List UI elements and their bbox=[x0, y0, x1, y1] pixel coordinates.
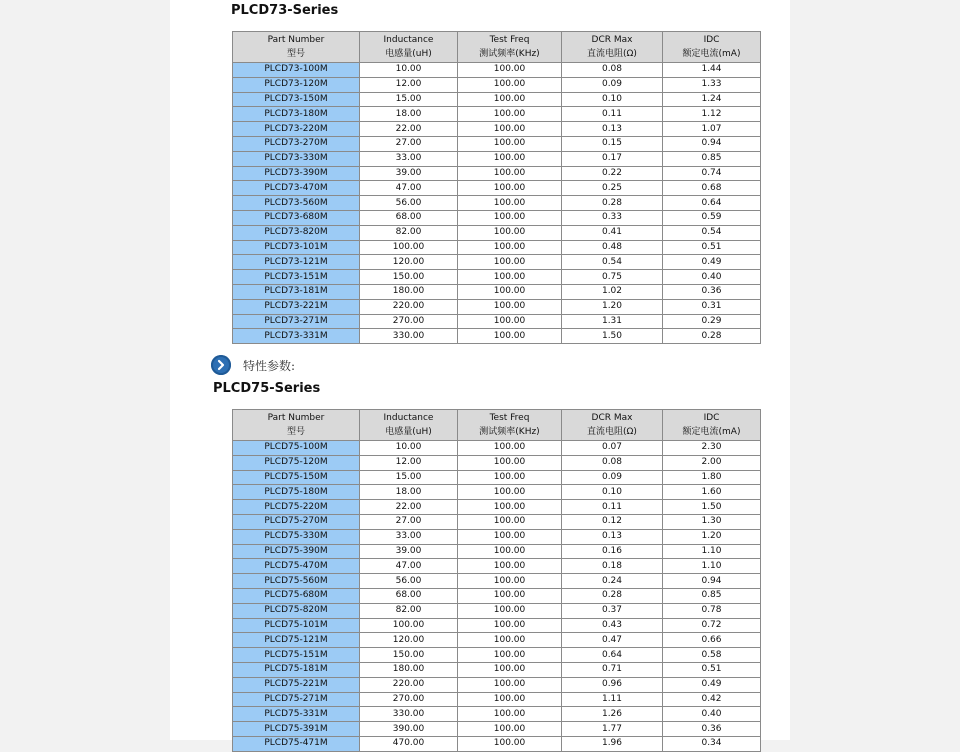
table-row bbox=[233, 255, 761, 270]
inductance-cell: 220.00 bbox=[360, 677, 458, 692]
dcr-max-cell: 0.75 bbox=[562, 270, 663, 285]
table-row bbox=[233, 603, 761, 618]
part-number-cell: PLCD73-270M bbox=[233, 136, 360, 151]
table-row bbox=[233, 210, 761, 225]
part-number-cell: PLCD73-331M bbox=[233, 329, 360, 344]
inductance-cell: 270.00 bbox=[360, 692, 458, 707]
test-freq-cell: 100.00 bbox=[458, 692, 562, 707]
dcr-max-cell: 0.22 bbox=[562, 166, 663, 181]
idc-cell: 0.49 bbox=[663, 677, 761, 692]
idc-cell: 0.36 bbox=[663, 284, 761, 299]
idc-cell: 1.30 bbox=[663, 514, 761, 529]
table-row bbox=[233, 270, 761, 285]
idc-cell: 1.10 bbox=[663, 559, 761, 574]
table-row bbox=[233, 707, 761, 722]
part-number-cell: PLCD73-470M bbox=[233, 181, 360, 196]
idc-cell: 0.51 bbox=[663, 662, 761, 677]
part-number-cell: PLCD75-220M bbox=[233, 500, 360, 515]
test-freq-cell: 100.00 bbox=[458, 107, 562, 122]
inductance-cell: 220.00 bbox=[360, 299, 458, 314]
dcr-max-cell: 1.77 bbox=[562, 722, 663, 737]
table-row bbox=[233, 166, 761, 181]
part-number-cell: PLCD73-181M bbox=[233, 284, 360, 299]
inductance-cell: 68.00 bbox=[360, 210, 458, 225]
dcr-max-cell: 0.07 bbox=[562, 441, 663, 456]
dcr-max-cell: 0.10 bbox=[562, 92, 663, 107]
test-freq-cell: 100.00 bbox=[458, 196, 562, 211]
table-row bbox=[233, 514, 761, 529]
dcr-max-cell: 1.50 bbox=[562, 329, 663, 344]
table-row bbox=[233, 240, 761, 255]
table-row bbox=[233, 485, 761, 500]
idc-cell: 0.68 bbox=[663, 181, 761, 196]
header-idc: IDC 额定电流(mA) bbox=[663, 32, 761, 63]
test-freq-cell: 100.00 bbox=[458, 485, 562, 500]
idc-cell: 0.51 bbox=[663, 240, 761, 255]
test-freq-cell: 100.00 bbox=[458, 240, 562, 255]
idc-cell: 0.34 bbox=[663, 736, 761, 751]
idc-cell: 1.44 bbox=[663, 63, 761, 78]
inductance-cell: 270.00 bbox=[360, 314, 458, 329]
part-number-cell: PLCD73-150M bbox=[233, 92, 360, 107]
table-row bbox=[233, 470, 761, 485]
table-body bbox=[233, 441, 761, 752]
part-number-cell: PLCD73-271M bbox=[233, 314, 360, 329]
header-test-freq: Test Freq 测试频率(KHz) bbox=[458, 410, 562, 441]
inductance-cell: 10.00 bbox=[360, 441, 458, 456]
part-number-cell: PLCD75-181M bbox=[233, 662, 360, 677]
test-freq-cell: 100.00 bbox=[458, 122, 562, 137]
inductance-cell: 56.00 bbox=[360, 574, 458, 589]
table-row bbox=[233, 722, 761, 737]
test-freq-cell: 100.00 bbox=[458, 77, 562, 92]
dcr-max-cell: 0.47 bbox=[562, 633, 663, 648]
dcr-max-cell: 0.33 bbox=[562, 210, 663, 225]
table-row bbox=[233, 574, 761, 589]
inductance-cell: 39.00 bbox=[360, 544, 458, 559]
part-number-cell: PLCD73-680M bbox=[233, 210, 360, 225]
inductance-cell: 150.00 bbox=[360, 648, 458, 663]
inductance-cell: 82.00 bbox=[360, 225, 458, 240]
test-freq-cell: 100.00 bbox=[458, 588, 562, 603]
dcr-max-cell: 1.26 bbox=[562, 707, 663, 722]
part-number-cell: PLCD75-221M bbox=[233, 677, 360, 692]
idc-cell: 1.33 bbox=[663, 77, 761, 92]
inductance-cell: 390.00 bbox=[360, 722, 458, 737]
idc-cell: 0.54 bbox=[663, 225, 761, 240]
table-row bbox=[233, 181, 761, 196]
dcr-max-cell: 1.02 bbox=[562, 284, 663, 299]
idc-cell: 0.49 bbox=[663, 255, 761, 270]
idc-cell: 0.78 bbox=[663, 603, 761, 618]
idc-cell: 0.66 bbox=[663, 633, 761, 648]
table-row bbox=[233, 736, 761, 751]
test-freq-cell: 100.00 bbox=[458, 270, 562, 285]
inductance-cell: 39.00 bbox=[360, 166, 458, 181]
section-note bbox=[211, 354, 295, 376]
test-freq-cell: 100.00 bbox=[458, 314, 562, 329]
table-row bbox=[233, 107, 761, 122]
section-note-text: 特性参数: bbox=[243, 358, 296, 373]
test-freq-cell: 100.00 bbox=[458, 151, 562, 166]
inductance-cell: 330.00 bbox=[360, 707, 458, 722]
dcr-max-cell: 0.64 bbox=[562, 648, 663, 663]
dcr-max-cell: 0.54 bbox=[562, 255, 663, 270]
table-row bbox=[233, 633, 761, 648]
part-number-cell: PLCD73-820M bbox=[233, 225, 360, 240]
idc-cell: 0.85 bbox=[663, 588, 761, 603]
part-number-cell: PLCD73-101M bbox=[233, 240, 360, 255]
inductance-cell: 15.00 bbox=[360, 92, 458, 107]
table-row bbox=[233, 677, 761, 692]
dcr-max-cell: 0.10 bbox=[562, 485, 663, 500]
idc-cell: 2.00 bbox=[663, 455, 761, 470]
part-number-cell: PLCD75-270M bbox=[233, 514, 360, 529]
inductance-cell: 330.00 bbox=[360, 329, 458, 344]
idc-cell: 0.40 bbox=[663, 707, 761, 722]
test-freq-cell: 100.00 bbox=[458, 92, 562, 107]
test-freq-cell: 100.00 bbox=[458, 648, 562, 663]
dcr-max-cell: 0.16 bbox=[562, 544, 663, 559]
table-header-row bbox=[233, 32, 761, 63]
idc-cell: 1.60 bbox=[663, 485, 761, 500]
dcr-max-cell: 0.28 bbox=[562, 588, 663, 603]
part-number-cell: PLCD75-120M bbox=[233, 455, 360, 470]
part-number-cell: PLCD73-560M bbox=[233, 196, 360, 211]
header-idc: IDC 额定电流(mA) bbox=[663, 410, 761, 441]
part-number-cell: PLCD75-151M bbox=[233, 648, 360, 663]
part-number-cell: PLCD75-820M bbox=[233, 603, 360, 618]
dcr-max-cell: 0.12 bbox=[562, 514, 663, 529]
test-freq-cell: 100.00 bbox=[458, 284, 562, 299]
header-inductance: Inductance 电感量(uH) bbox=[360, 410, 458, 441]
idc-cell: 2.30 bbox=[663, 441, 761, 456]
dcr-max-cell: 0.28 bbox=[562, 196, 663, 211]
inductance-cell: 33.00 bbox=[360, 151, 458, 166]
part-number-cell: PLCD73-120M bbox=[233, 77, 360, 92]
part-number-cell: PLCD73-151M bbox=[233, 270, 360, 285]
inductance-cell: 68.00 bbox=[360, 588, 458, 603]
inductance-cell: 15.00 bbox=[360, 470, 458, 485]
test-freq-cell: 100.00 bbox=[458, 441, 562, 456]
test-freq-cell: 100.00 bbox=[458, 299, 562, 314]
table-header-row bbox=[233, 410, 761, 441]
inductance-cell: 33.00 bbox=[360, 529, 458, 544]
dcr-max-cell: 0.96 bbox=[562, 677, 663, 692]
idc-cell: 0.72 bbox=[663, 618, 761, 633]
test-freq-cell: 100.00 bbox=[458, 662, 562, 677]
idc-cell: 1.12 bbox=[663, 107, 761, 122]
dcr-max-cell: 0.48 bbox=[562, 240, 663, 255]
test-freq-cell: 100.00 bbox=[458, 210, 562, 225]
test-freq-cell: 100.00 bbox=[458, 722, 562, 737]
part-number-cell: PLCD75-330M bbox=[233, 529, 360, 544]
table-row bbox=[233, 500, 761, 515]
test-freq-cell: 100.00 bbox=[458, 677, 562, 692]
table-row bbox=[233, 662, 761, 677]
idc-cell: 0.40 bbox=[663, 270, 761, 285]
test-freq-cell: 100.00 bbox=[458, 63, 562, 78]
spec-table-plcd75 bbox=[232, 409, 761, 752]
test-freq-cell: 100.00 bbox=[458, 529, 562, 544]
table-row bbox=[233, 692, 761, 707]
part-number-cell: PLCD75-271M bbox=[233, 692, 360, 707]
table-row bbox=[233, 314, 761, 329]
dcr-max-cell: 0.25 bbox=[562, 181, 663, 196]
inductance-cell: 10.00 bbox=[360, 63, 458, 78]
part-number-cell: PLCD75-680M bbox=[233, 588, 360, 603]
dcr-max-cell: 0.43 bbox=[562, 618, 663, 633]
idc-cell: 1.50 bbox=[663, 500, 761, 515]
part-number-cell: PLCD73-221M bbox=[233, 299, 360, 314]
idc-cell: 1.07 bbox=[663, 122, 761, 137]
inductance-cell: 470.00 bbox=[360, 736, 458, 751]
inductance-cell: 47.00 bbox=[360, 181, 458, 196]
idc-cell: 0.36 bbox=[663, 722, 761, 737]
dcr-max-cell: 0.13 bbox=[562, 529, 663, 544]
idc-cell: 1.20 bbox=[663, 529, 761, 544]
test-freq-cell: 100.00 bbox=[458, 136, 562, 151]
dcr-max-cell: 0.08 bbox=[562, 63, 663, 78]
dcr-max-cell: 0.13 bbox=[562, 122, 663, 137]
part-number-cell: PLCD75-100M bbox=[233, 441, 360, 456]
table-row bbox=[233, 559, 761, 574]
header-dcr-max: DCR Max 直流电阻(Ω) bbox=[562, 410, 663, 441]
dcr-max-cell: 0.18 bbox=[562, 559, 663, 574]
part-number-cell: PLCD73-121M bbox=[233, 255, 360, 270]
idc-cell: 0.28 bbox=[663, 329, 761, 344]
idc-cell: 0.42 bbox=[663, 692, 761, 707]
idc-cell: 0.58 bbox=[663, 648, 761, 663]
idc-cell: 0.94 bbox=[663, 136, 761, 151]
table-row bbox=[233, 529, 761, 544]
inductance-cell: 22.00 bbox=[360, 122, 458, 137]
table-row bbox=[233, 441, 761, 456]
header-inductance: Inductance 电感量(uH) bbox=[360, 32, 458, 63]
part-number-cell: PLCD75-560M bbox=[233, 574, 360, 589]
part-number-cell: PLCD75-121M bbox=[233, 633, 360, 648]
dcr-max-cell: 0.37 bbox=[562, 603, 663, 618]
part-number-cell: PLCD75-150M bbox=[233, 470, 360, 485]
table-row bbox=[233, 618, 761, 633]
idc-cell: 0.74 bbox=[663, 166, 761, 181]
test-freq-cell: 100.00 bbox=[458, 736, 562, 751]
part-number-cell: PLCD75-101M bbox=[233, 618, 360, 633]
inductance-cell: 27.00 bbox=[360, 514, 458, 529]
inductance-cell: 150.00 bbox=[360, 270, 458, 285]
idc-cell: 0.94 bbox=[663, 574, 761, 589]
inductance-cell: 100.00 bbox=[360, 240, 458, 255]
inductance-cell: 120.00 bbox=[360, 633, 458, 648]
table-body bbox=[233, 63, 761, 344]
table-row bbox=[233, 284, 761, 299]
part-number-cell: PLCD75-471M bbox=[233, 736, 360, 751]
part-number-cell: PLCD75-391M bbox=[233, 722, 360, 737]
part-number-cell: PLCD73-390M bbox=[233, 166, 360, 181]
idc-cell: 0.85 bbox=[663, 151, 761, 166]
dcr-max-cell: 0.71 bbox=[562, 662, 663, 677]
dcr-max-cell: 0.11 bbox=[562, 500, 663, 515]
header-dcr-max: DCR Max 直流电阻(Ω) bbox=[562, 32, 663, 63]
inductance-cell: 56.00 bbox=[360, 196, 458, 211]
dcr-max-cell: 0.09 bbox=[562, 77, 663, 92]
dcr-max-cell: 1.11 bbox=[562, 692, 663, 707]
part-number-cell: PLCD73-180M bbox=[233, 107, 360, 122]
test-freq-cell: 100.00 bbox=[458, 181, 562, 196]
dcr-max-cell: 1.96 bbox=[562, 736, 663, 751]
idc-cell: 1.24 bbox=[663, 92, 761, 107]
inductance-cell: 12.00 bbox=[360, 455, 458, 470]
part-number-cell: PLCD75-331M bbox=[233, 707, 360, 722]
inductance-cell: 18.00 bbox=[360, 485, 458, 500]
test-freq-cell: 100.00 bbox=[458, 603, 562, 618]
header-part-number: Part Number 型号 bbox=[233, 410, 360, 441]
series-title-plcd73: PLCD73-Series bbox=[231, 3, 339, 18]
inductance-cell: 100.00 bbox=[360, 618, 458, 633]
spec-table-plcd73 bbox=[232, 31, 761, 344]
test-freq-cell: 100.00 bbox=[458, 574, 562, 589]
part-number-cell: PLCD75-470M bbox=[233, 559, 360, 574]
table-row bbox=[233, 63, 761, 78]
table-row bbox=[233, 122, 761, 137]
dcr-max-cell: 0.09 bbox=[562, 470, 663, 485]
inductance-cell: 180.00 bbox=[360, 662, 458, 677]
test-freq-cell: 100.00 bbox=[458, 255, 562, 270]
inductance-cell: 18.00 bbox=[360, 107, 458, 122]
idc-cell: 0.31 bbox=[663, 299, 761, 314]
table-row bbox=[233, 455, 761, 470]
dcr-max-cell: 0.15 bbox=[562, 136, 663, 151]
chevron-right-circle-icon bbox=[211, 355, 231, 375]
test-freq-cell: 100.00 bbox=[458, 470, 562, 485]
inductance-cell: 12.00 bbox=[360, 77, 458, 92]
table-row bbox=[233, 648, 761, 663]
header-test-freq: Test Freq 测试频率(KHz) bbox=[458, 32, 562, 63]
dcr-max-cell: 0.11 bbox=[562, 107, 663, 122]
table-row bbox=[233, 151, 761, 166]
inductance-cell: 47.00 bbox=[360, 559, 458, 574]
header-part-number: Part Number 型号 bbox=[233, 32, 360, 63]
test-freq-cell: 100.00 bbox=[458, 618, 562, 633]
table-row bbox=[233, 329, 761, 344]
table-row bbox=[233, 92, 761, 107]
inductance-cell: 22.00 bbox=[360, 500, 458, 515]
idc-cell: 1.80 bbox=[663, 470, 761, 485]
idc-cell: 0.59 bbox=[663, 210, 761, 225]
test-freq-cell: 100.00 bbox=[458, 500, 562, 515]
part-number-cell: PLCD75-180M bbox=[233, 485, 360, 500]
dcr-max-cell: 0.41 bbox=[562, 225, 663, 240]
table-row bbox=[233, 544, 761, 559]
dcr-max-cell: 0.17 bbox=[562, 151, 663, 166]
dcr-max-cell: 1.31 bbox=[562, 314, 663, 329]
test-freq-cell: 100.00 bbox=[458, 544, 562, 559]
test-freq-cell: 100.00 bbox=[458, 329, 562, 344]
part-number-cell: PLCD73-100M bbox=[233, 63, 360, 78]
inductance-cell: 82.00 bbox=[360, 603, 458, 618]
part-number-cell: PLCD75-390M bbox=[233, 544, 360, 559]
table-row bbox=[233, 588, 761, 603]
test-freq-cell: 100.00 bbox=[458, 455, 562, 470]
idc-cell: 0.64 bbox=[663, 196, 761, 211]
idc-cell: 1.10 bbox=[663, 544, 761, 559]
inductance-cell: 120.00 bbox=[360, 255, 458, 270]
test-freq-cell: 100.00 bbox=[458, 225, 562, 240]
series-title-plcd75: PLCD75-Series bbox=[213, 381, 321, 396]
test-freq-cell: 100.00 bbox=[458, 559, 562, 574]
test-freq-cell: 100.00 bbox=[458, 707, 562, 722]
table-row bbox=[233, 136, 761, 151]
table-row bbox=[233, 77, 761, 92]
inductance-cell: 27.00 bbox=[360, 136, 458, 151]
part-number-cell: PLCD73-220M bbox=[233, 122, 360, 137]
part-number-cell: PLCD73-330M bbox=[233, 151, 360, 166]
dcr-max-cell: 0.24 bbox=[562, 574, 663, 589]
test-freq-cell: 100.00 bbox=[458, 166, 562, 181]
table-row bbox=[233, 196, 761, 211]
table-row bbox=[233, 225, 761, 240]
idc-cell: 0.29 bbox=[663, 314, 761, 329]
table-row bbox=[233, 299, 761, 314]
dcr-max-cell: 0.08 bbox=[562, 455, 663, 470]
test-freq-cell: 100.00 bbox=[458, 633, 562, 648]
inductance-cell: 180.00 bbox=[360, 284, 458, 299]
dcr-max-cell: 1.20 bbox=[562, 299, 663, 314]
test-freq-cell: 100.00 bbox=[458, 514, 562, 529]
